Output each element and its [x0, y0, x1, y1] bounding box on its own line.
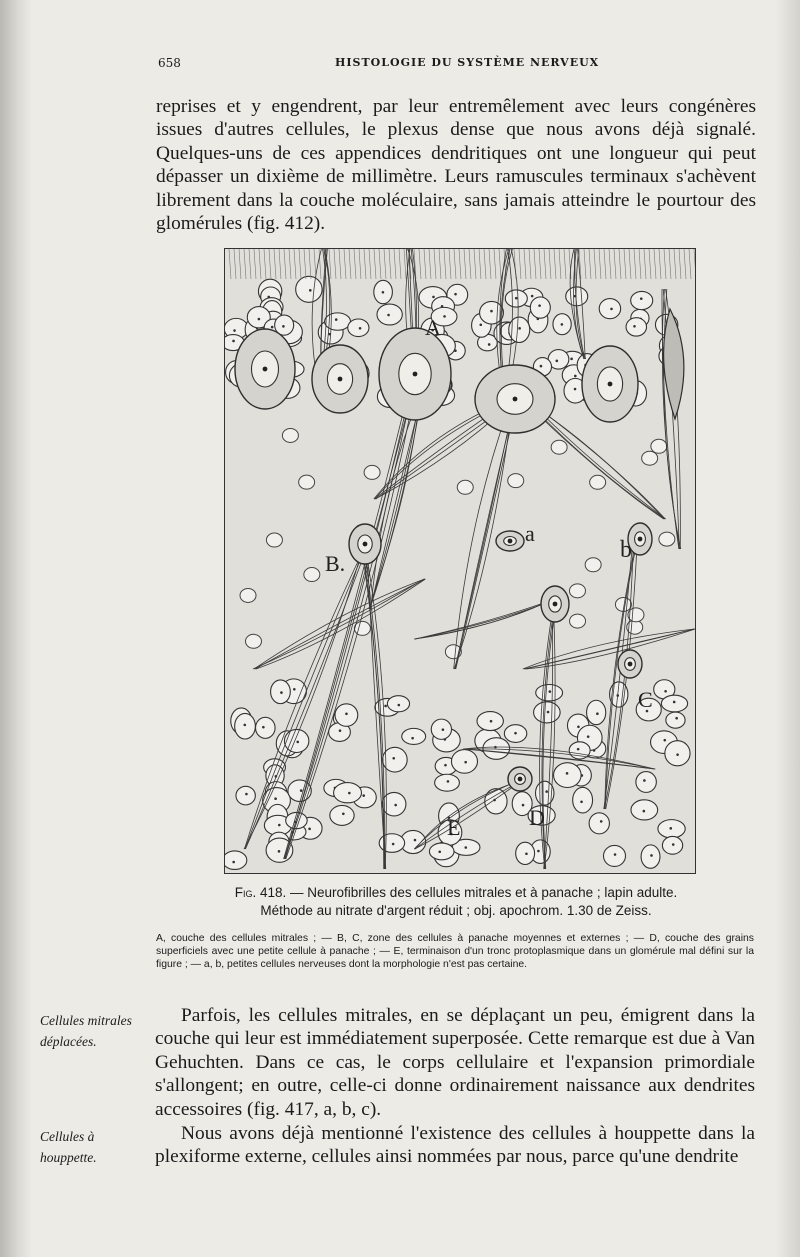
- granule-nucleus: [599, 299, 620, 319]
- nucleolus: [540, 365, 543, 368]
- nucleolus: [274, 797, 277, 800]
- nucleolus: [464, 761, 467, 764]
- granule-nucleus: [631, 291, 653, 309]
- top-hatch: [499, 249, 501, 279]
- top-hatch: [279, 249, 281, 279]
- nucleolus: [490, 310, 493, 313]
- top-hatch: [609, 249, 611, 279]
- nucleolus: [596, 712, 599, 715]
- caption-text: — Neurofibrilles des cellules mitrales et à panache ; lapin adulte.: [286, 885, 678, 900]
- top-hatch: [439, 249, 441, 279]
- top-hatch: [434, 249, 436, 279]
- top-hatch: [359, 249, 361, 279]
- nucleolus: [392, 843, 395, 846]
- top-hatch: [454, 249, 456, 279]
- top-hatch: [524, 249, 526, 279]
- top-hatch: [669, 249, 671, 279]
- nucleolus: [278, 824, 281, 827]
- figure-label-a: a: [525, 521, 535, 546]
- nucleolus: [262, 726, 265, 729]
- nucleolus: [232, 340, 235, 343]
- soma-nucleolus: [413, 372, 418, 377]
- scattered-nucleus: [457, 480, 473, 494]
- scattered-nucleus: [354, 621, 370, 635]
- glomerulus-tuft: [664, 309, 684, 419]
- figure-legend: A, couche des cellules mitrales ; — B, C, zone des cellules à panache moyennes et externes ; — D, couche des grains superficiels avec une petite cellule à panache ; — E, terminaison d'un tronc protoplasmique dans un glomérule mal défini sur la figure ; — a, b, petites cellules nerveuses dont la morphologie n'est pas certaine.: [156, 933, 754, 970]
- nucleolus: [574, 388, 577, 391]
- nucleolus: [345, 712, 348, 715]
- page-header: [0, 56, 800, 76]
- soma-nucleolus: [263, 367, 268, 372]
- nucleolus: [359, 327, 362, 330]
- nucleolus: [640, 297, 643, 300]
- nucleolus: [570, 358, 573, 361]
- top-hatch: [229, 249, 231, 279]
- nucleolus: [348, 792, 351, 795]
- nucleolus: [515, 297, 518, 300]
- nucleolus: [663, 739, 666, 742]
- nucleolus: [556, 360, 559, 363]
- granule-nucleus: [235, 713, 256, 739]
- nucleolus: [518, 327, 521, 330]
- granule-nucleus: [431, 719, 451, 739]
- nucleolus: [580, 800, 583, 803]
- top-hatch: [284, 249, 286, 279]
- nucleolus: [490, 720, 493, 723]
- nucleolus: [549, 690, 552, 693]
- top-hatch: [354, 249, 356, 279]
- nucleolus: [300, 789, 303, 792]
- nucleolus: [392, 757, 395, 760]
- top-hatch: [624, 249, 626, 279]
- top-hatch: [649, 249, 651, 279]
- top-hatch: [594, 249, 596, 279]
- scan-edge-shadow: [0, 0, 32, 1257]
- top-hatch: [259, 249, 261, 279]
- top-hatch: [534, 249, 536, 279]
- nucleolus: [664, 690, 667, 693]
- neurofibril: [415, 779, 524, 849]
- nucleolus: [339, 729, 342, 732]
- scattered-nucleus: [240, 588, 256, 602]
- nucleolus: [444, 764, 447, 767]
- neurofibril: [415, 599, 556, 639]
- top-hatch: [619, 249, 621, 279]
- granule-nucleus: [536, 685, 563, 701]
- scattered-nucleus: [282, 428, 298, 442]
- top-hatch: [294, 249, 296, 279]
- nucleolus: [293, 688, 296, 691]
- soma-nucleolus: [518, 777, 523, 782]
- nucleolus: [233, 329, 236, 332]
- caption-line-1: [156, 884, 756, 902]
- neurofibril: [255, 579, 425, 669]
- top-hatch: [684, 249, 686, 279]
- granule-nucleus: [666, 712, 685, 728]
- top-hatch: [459, 249, 461, 279]
- nucleolus: [382, 291, 385, 294]
- nucleolus: [335, 318, 338, 321]
- granule-nucleus: [554, 763, 582, 788]
- granule-nucleus: [661, 695, 687, 712]
- nucleolus: [643, 779, 646, 782]
- caption-line-2: Méthode au nitrate d'argent réduit ; obj. apochrom. 1.30 de Zeiss.: [260, 903, 652, 918]
- histology-figure: [224, 248, 696, 874]
- nucleolus: [271, 326, 274, 329]
- scattered-nucleus: [651, 439, 667, 453]
- top-hatch: [404, 249, 406, 279]
- top-hatch: [289, 249, 291, 279]
- nucleolus: [577, 748, 580, 751]
- soma-nucleolus: [638, 537, 643, 542]
- nucleolus: [488, 343, 491, 346]
- figure-label-A: A: [425, 315, 441, 340]
- nucleolus: [566, 772, 569, 775]
- top-hatch: [334, 249, 336, 279]
- nucleolus: [514, 732, 517, 735]
- top-hatch: [239, 249, 241, 279]
- top-hatch: [584, 249, 586, 279]
- nucleolus: [394, 804, 397, 807]
- nucleolus: [414, 839, 417, 842]
- top-hatch: [249, 249, 251, 279]
- granule-nucleus: [296, 276, 322, 302]
- scattered-nucleus: [585, 558, 601, 572]
- top-hatch: [554, 249, 556, 279]
- margin-note-cellules-houppette: Cellules à houppette.: [40, 1129, 97, 1165]
- top-hatch: [674, 249, 676, 279]
- nucleolus: [280, 691, 283, 694]
- nucleolus: [643, 810, 646, 813]
- soma-nucleolus: [608, 382, 613, 387]
- top-hatch: [474, 249, 476, 279]
- nucleolus: [537, 850, 540, 853]
- scattered-nucleus: [570, 614, 586, 628]
- nucleolus: [447, 780, 450, 783]
- top-hatch: [634, 249, 636, 279]
- nucleolus: [432, 296, 435, 299]
- neurofibril: [606, 549, 637, 809]
- figure-label-D: D: [529, 805, 545, 830]
- top-hatch: [469, 249, 471, 279]
- nucleolus: [278, 850, 281, 853]
- granule-nucleus: [485, 789, 507, 814]
- top-hatch: [384, 249, 386, 279]
- granule-nucleus: [402, 728, 426, 744]
- top-hatch: [344, 249, 346, 279]
- nucleolus: [633, 325, 636, 328]
- top-hatch: [309, 249, 311, 279]
- top-hatch: [489, 249, 491, 279]
- top-hatch: [449, 249, 451, 279]
- soma-nucleolus: [508, 539, 513, 544]
- top-hatch: [394, 249, 396, 279]
- nucleolus: [245, 793, 248, 796]
- nucleolus: [669, 827, 672, 830]
- scattered-nucleus: [642, 451, 658, 465]
- scattered-nucleus: [266, 533, 282, 547]
- nucleolus: [479, 323, 482, 326]
- granule-nucleus: [641, 845, 660, 868]
- nucleolus: [362, 794, 365, 797]
- top-hatch: [429, 249, 431, 279]
- granule-nucleus: [225, 851, 247, 869]
- granule-nucleus: [603, 845, 625, 866]
- soma-nucleolus: [628, 662, 633, 667]
- nucleolus: [547, 711, 550, 714]
- nucleolus: [296, 741, 299, 744]
- nucleolus: [538, 304, 541, 307]
- neurofibril: [415, 599, 554, 639]
- granule-nucleus: [530, 297, 550, 318]
- granule-nucleus: [587, 700, 606, 724]
- top-hatch: [364, 249, 366, 279]
- figure-label-b: b: [620, 537, 632, 563]
- soma-nucleolus: [553, 602, 558, 607]
- top-hatch: [374, 249, 376, 279]
- nucleolus: [610, 308, 613, 311]
- nucleolus: [438, 850, 441, 853]
- nucleolus: [454, 293, 457, 296]
- page-number: 658: [158, 56, 181, 70]
- granule-nucleus: [379, 834, 404, 853]
- top-hatch: [304, 249, 306, 279]
- top-hatch: [254, 249, 256, 279]
- nucleolus: [387, 314, 390, 317]
- granule-nucleus: [589, 813, 609, 834]
- top-hatch: [694, 249, 695, 279]
- top-hatch: [444, 249, 446, 279]
- granule-nucleus: [382, 792, 406, 816]
- figure-label-B: B.: [325, 551, 346, 576]
- scattered-nucleus: [569, 584, 585, 598]
- top-hatch: [464, 249, 466, 279]
- nucleolus: [675, 717, 678, 720]
- nucleolus: [411, 737, 414, 740]
- top-hatch: [349, 249, 351, 279]
- top-hatch: [589, 249, 591, 279]
- top-hatch: [419, 249, 421, 279]
- top-hatch: [644, 249, 646, 279]
- paragraph-cellules-houppette: Nous avons déjà mentionné l'existence des cellules à houppette dans la plexiforme externe, cellules ainsi nommées par nous, parce qu'une dendrite: [155, 1123, 755, 1168]
- top-hatch: [299, 249, 301, 279]
- top-hatch: [494, 249, 496, 279]
- top-hatch: [679, 249, 681, 279]
- soma-layer: [235, 309, 684, 791]
- scan-edge-shadow-right: [776, 0, 800, 1257]
- top-hatch: [689, 249, 691, 279]
- top-hatch: [654, 249, 656, 279]
- top-hatch: [599, 249, 601, 279]
- granule-nucleus: [516, 842, 535, 864]
- granule-nucleus: [236, 786, 255, 805]
- top-hatch: [664, 249, 666, 279]
- top-hatch: [269, 249, 271, 279]
- granule-nucleus: [435, 774, 460, 791]
- top-hatch: [389, 249, 391, 279]
- top-hatch: [544, 249, 546, 279]
- neurofibril: [415, 599, 555, 639]
- granule-nucleus: [334, 783, 362, 803]
- nucleolus: [525, 852, 528, 855]
- scattered-nucleus: [508, 474, 524, 488]
- margin-note-cellules-mitrales: Cellules mitrales déplacées.: [40, 1013, 132, 1049]
- nucleolus: [464, 846, 467, 849]
- nucleolus: [442, 728, 445, 731]
- nucleolus: [397, 704, 400, 707]
- top-hatch: [399, 249, 401, 279]
- top-hatch: [479, 249, 481, 279]
- nucleolus: [443, 315, 446, 318]
- scattered-nucleus: [659, 532, 675, 546]
- soma-nucleolus: [363, 542, 368, 547]
- top-hatch: [614, 249, 616, 279]
- scattered-nucleus: [590, 475, 606, 489]
- top-hatch: [339, 249, 341, 279]
- nucleolus: [531, 295, 534, 298]
- granule-nucleus: [626, 318, 646, 336]
- granule-nucleus: [483, 738, 510, 760]
- top-hatch: [379, 249, 381, 279]
- nucleolus: [676, 753, 679, 756]
- nucleolus: [545, 790, 548, 793]
- caption-figure-number: Fig. 418.: [234, 885, 287, 900]
- nucleolus: [232, 861, 235, 864]
- nucleolus: [561, 323, 564, 326]
- nucleolus: [614, 853, 617, 856]
- nucleolus: [587, 735, 590, 738]
- soma-nucleolus: [338, 377, 343, 382]
- top-hatch: [424, 249, 426, 279]
- granule-nucleus: [429, 843, 454, 860]
- nucleolus: [282, 325, 285, 328]
- top-hatch: [629, 249, 631, 279]
- nucleolus: [308, 828, 311, 831]
- scattered-nucleus: [364, 465, 380, 479]
- nucleolus: [258, 318, 261, 321]
- top-hatch: [244, 249, 246, 279]
- figure-caption: [156, 884, 756, 920]
- top-hatch: [274, 249, 276, 279]
- top-hatch: [234, 249, 236, 279]
- figure-label-C: C: [638, 687, 653, 712]
- granule-nucleus: [665, 741, 690, 766]
- nucleolus: [342, 813, 345, 816]
- scattered-nucleus: [299, 475, 315, 489]
- top-hatch: [519, 249, 521, 279]
- granule-nucleus: [348, 319, 369, 337]
- granule-nucleus: [573, 787, 593, 813]
- nucleolus: [577, 726, 580, 729]
- top-hatch: [484, 249, 486, 279]
- top-hatch: [529, 249, 531, 279]
- top-hatch: [549, 249, 551, 279]
- running-title: HISTOLOGIE DU SYSTÈME NERVEUX: [335, 56, 600, 69]
- top-hatch: [659, 249, 661, 279]
- granule-nucleus: [636, 772, 656, 793]
- figure-label-E: E: [447, 815, 461, 840]
- nucleolus: [522, 804, 525, 807]
- nucleolus: [574, 375, 577, 378]
- nucleolus: [309, 289, 312, 292]
- nucleolus: [243, 724, 246, 727]
- nucleolus: [384, 705, 387, 708]
- top-hatch: [264, 249, 266, 279]
- granule-nucleus: [451, 750, 477, 774]
- scattered-nucleus: [304, 568, 320, 582]
- figure-illustration: [225, 249, 695, 873]
- top-hatch: [639, 249, 641, 279]
- nucleolus: [673, 701, 676, 704]
- top-hatch: [559, 249, 561, 279]
- granule-nucleus: [330, 805, 354, 825]
- top-hatch: [604, 249, 606, 279]
- nucleolus: [672, 843, 675, 846]
- top-hatch: [564, 249, 566, 279]
- scattered-nucleus: [245, 634, 261, 648]
- top-hatch: [539, 249, 541, 279]
- nucleolus: [600, 820, 603, 823]
- scattered-nucleus: [551, 440, 567, 454]
- paragraph-cellules-mitrales: Parfois, les cellules mitrales, en se déplaçant un peu, émigrent dans la couche qui leur est immédiatement superposée. Cette remarque est due à Van Gehuchten. Dans ce cas, le corps cellulaire et l'expansion primordiale s'allongent; en outre, celle-ci donne ordinairement naissance aux dendrites accessoires (fig. 417, a, b, c).: [155, 1005, 755, 1120]
- soma-nucleolus: [513, 397, 518, 402]
- nucleolus: [650, 854, 653, 857]
- top-hatch: [369, 249, 371, 279]
- neurofibril: [414, 599, 553, 639]
- paragraph-continuation: reprises et y engendrent, par leur entremêlement avec leurs congénères issues d'autres cellules, le plexus dense que nous avons déjà signalé. Quelques-uns de ces appendices dendritiques ont une longueur qui peut dépasser un dixième de millimètre. Leurs ramuscules terminaux s'achèvent librement dans la couche moléculaire, sans jamais atteindre le pourtour des glomérules (fig. 412).: [156, 96, 756, 235]
- granule-nucleus: [256, 717, 276, 738]
